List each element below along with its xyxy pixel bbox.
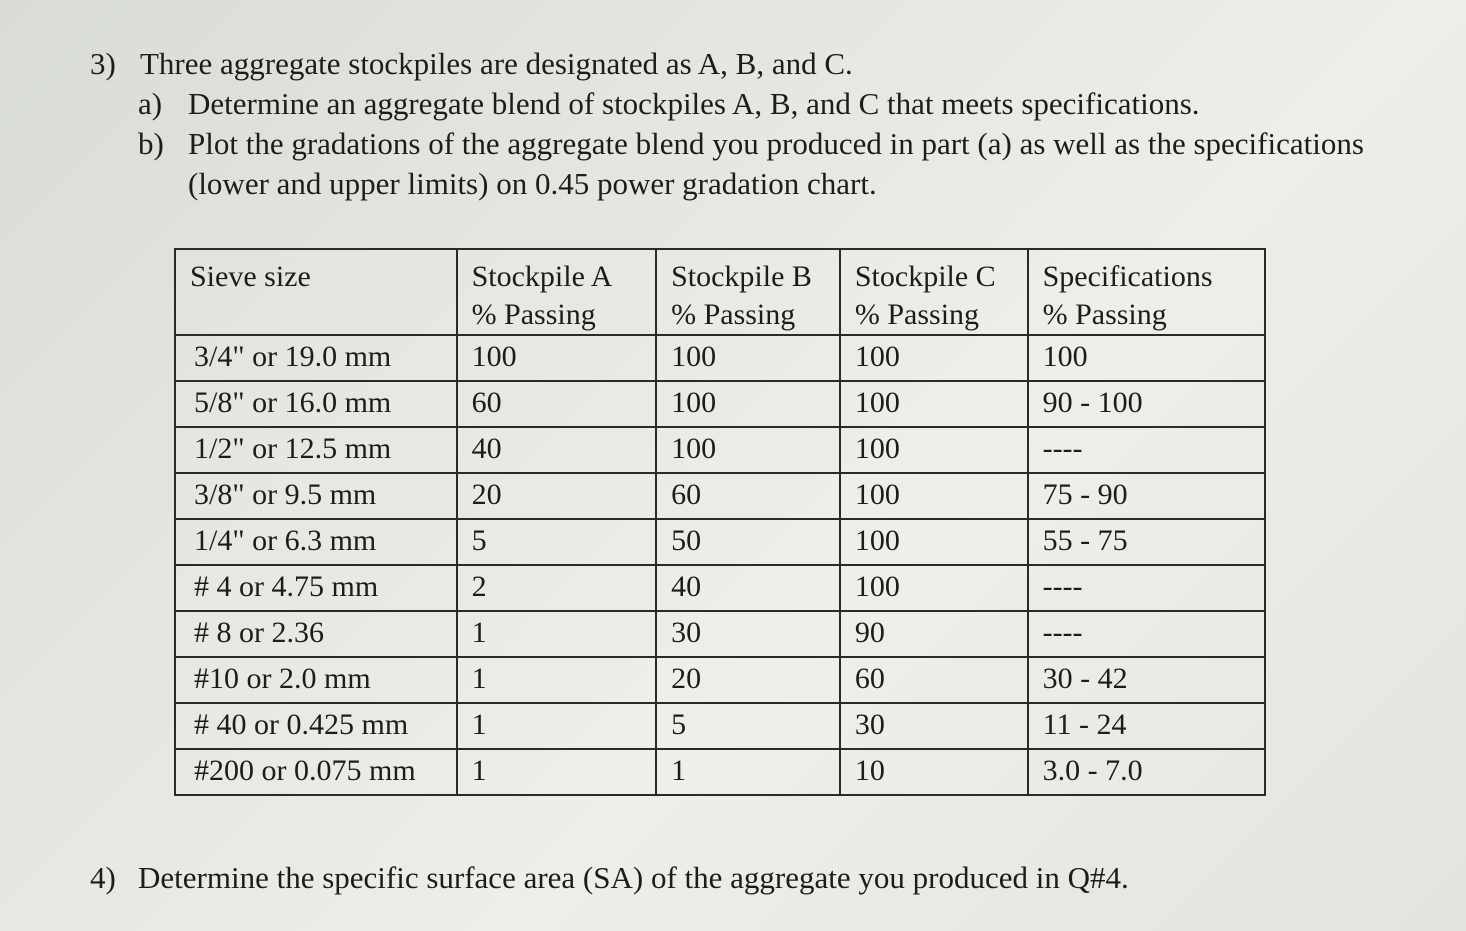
cell-sieve: 1/4" or 6.3 mm — [175, 519, 457, 565]
table-row — [175, 335, 1265, 381]
header-sieve-size: Sieve size — [175, 249, 457, 335]
cell-specification: 75 - 90 — [1028, 473, 1265, 519]
cell-specification: 3.0 - 7.0 — [1028, 749, 1265, 795]
cell-sieve: # 40 or 0.425 mm — [175, 703, 457, 749]
table-row — [175, 703, 1265, 749]
cell-sieve: 3/4" or 19.0 mm — [175, 335, 457, 381]
header-stockpile-a: Stockpile A % Passing — [457, 249, 657, 335]
cell-stockpile-a: 2 — [457, 565, 657, 611]
part-b-label: b) — [138, 126, 164, 161]
cell-stockpile-c: 100 — [840, 473, 1028, 519]
cell-stockpile-a: 40 — [457, 427, 657, 473]
cell-stockpile-a: 5 — [457, 519, 657, 565]
part-a-text: Determine an aggregate blend of stockpiles A, B, and C that meets specifications. — [188, 86, 1200, 121]
table-row — [175, 427, 1265, 473]
header-stockpile-b: Stockpile B % Passing — [656, 249, 840, 335]
cell-stockpile-c: 100 — [840, 427, 1028, 473]
cell-specification: 55 - 75 — [1028, 519, 1265, 565]
cell-stockpile-c: 10 — [840, 749, 1028, 795]
cell-stockpile-b: 1 — [656, 749, 840, 795]
cell-stockpile-a: 100 — [457, 335, 657, 381]
table-row — [175, 565, 1265, 611]
question-4-number: 4) — [90, 860, 116, 895]
question-3-text: Three aggregate stockpiles are designated as A, B, and C. — [140, 46, 853, 81]
cell-specification: 100 — [1028, 335, 1265, 381]
gradation-table — [174, 248, 1266, 796]
table-row — [175, 473, 1265, 519]
table-row — [175, 519, 1265, 565]
cell-sieve: # 4 or 4.75 mm — [175, 565, 457, 611]
question-4 — [90, 858, 1129, 898]
question-3 — [90, 44, 1370, 204]
cell-sieve: 5/8" or 16.0 mm — [175, 381, 457, 427]
cell-sieve: #10 or 2.0 mm — [175, 657, 457, 703]
header-stockpile-c: Stockpile C % Passing — [840, 249, 1028, 335]
cell-specification: 30 - 42 — [1028, 657, 1265, 703]
table-row — [175, 381, 1265, 427]
cell-stockpile-a: 1 — [457, 749, 657, 795]
table-row — [175, 657, 1265, 703]
question-3-stem — [90, 44, 1370, 84]
cell-stockpile-c: 100 — [840, 565, 1028, 611]
cell-stockpile-b: 20 — [656, 657, 840, 703]
cell-specification: ---- — [1028, 565, 1265, 611]
cell-stockpile-b: 100 — [656, 427, 840, 473]
table-row — [175, 749, 1265, 795]
cell-stockpile-b: 5 — [656, 703, 840, 749]
cell-stockpile-a: 1 — [457, 611, 657, 657]
cell-stockpile-c: 90 — [840, 611, 1028, 657]
cell-stockpile-a: 20 — [457, 473, 657, 519]
cell-specification: 90 - 100 — [1028, 381, 1265, 427]
cell-stockpile-b: 100 — [656, 335, 840, 381]
cell-stockpile-c: 100 — [840, 335, 1028, 381]
cell-stockpile-b: 50 — [656, 519, 840, 565]
table-row — [175, 611, 1265, 657]
cell-stockpile-b: 100 — [656, 381, 840, 427]
cell-stockpile-a: 1 — [457, 703, 657, 749]
cell-stockpile-c: 100 — [840, 381, 1028, 427]
cell-stockpile-b: 60 — [656, 473, 840, 519]
header-specifications: Specifications % Passing — [1028, 249, 1265, 335]
question-3-number: 3) — [90, 46, 116, 81]
cell-stockpile-b: 40 — [656, 565, 840, 611]
cell-stockpile-c: 60 — [840, 657, 1028, 703]
cell-specification: ---- — [1028, 427, 1265, 473]
cell-specification: 11 - 24 — [1028, 703, 1265, 749]
cell-sieve: 1/2" or 12.5 mm — [175, 427, 457, 473]
cell-sieve: # 8 or 2.36 — [175, 611, 457, 657]
cell-stockpile-c: 100 — [840, 519, 1028, 565]
cell-stockpile-c: 30 — [840, 703, 1028, 749]
question-3-part-b — [90, 124, 1370, 204]
cell-stockpile-a: 60 — [457, 381, 657, 427]
part-a-label: a) — [138, 86, 163, 121]
cell-stockpile-b: 30 — [656, 611, 840, 657]
cell-sieve: 3/8" or 9.5 mm — [175, 473, 457, 519]
cell-specification: ---- — [1028, 611, 1265, 657]
question-3-part-a — [90, 84, 1370, 124]
part-b-text: Plot the gradations of the aggregate blend you produced in part (a) as well as the specifications (lower and upper limits) on 0.45 power gradation chart. — [188, 126, 1364, 201]
cell-sieve: #200 or 0.075 mm — [175, 749, 457, 795]
question-4-text: Determine the specific surface area (SA) of the aggregate you produced in Q#4. — [138, 860, 1129, 895]
table-header-row — [175, 249, 1265, 335]
cell-stockpile-a: 1 — [457, 657, 657, 703]
